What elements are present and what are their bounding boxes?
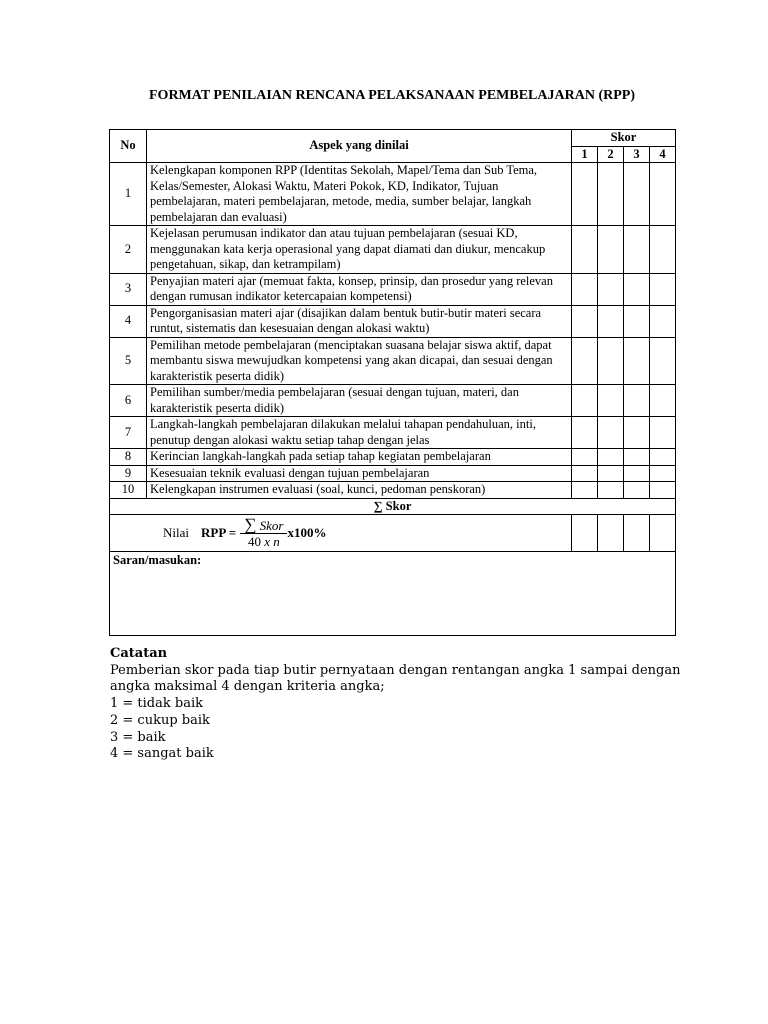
table-row bbox=[110, 385, 676, 417]
score-cell[interactable] bbox=[624, 337, 650, 385]
table-row bbox=[110, 337, 676, 385]
formula-denominator bbox=[244, 534, 284, 550]
saran-field[interactable] bbox=[110, 552, 676, 636]
saran-row bbox=[110, 552, 676, 636]
notes-heading: Catatan bbox=[110, 646, 168, 661]
sum-label: ∑ Skor bbox=[110, 498, 676, 515]
score-cell[interactable] bbox=[624, 449, 650, 466]
row-aspek: Kejelasan perumusan indikator dan atau tujuan pembelajaran (sesuai KD, menggunakan kata kerja operasional yang dapat diamati dan diukur, mencakup pengetahuan, sikap, dan ketrampilam) bbox=[147, 226, 572, 274]
score-cell[interactable] bbox=[650, 482, 676, 499]
header-no: No bbox=[110, 130, 147, 163]
header-aspek: Aspek yang dinilai bbox=[147, 130, 572, 163]
numerator-text: Skor bbox=[259, 517, 284, 533]
score-cell[interactable] bbox=[572, 163, 598, 226]
score-cell[interactable] bbox=[650, 163, 676, 226]
row-aspek: Kerincian langkah-langkah pada setiap tahap kegiatan pembelajaran bbox=[147, 449, 572, 466]
score-cell[interactable] bbox=[624, 163, 650, 226]
row-number: 10 bbox=[110, 482, 147, 499]
formula-fraction bbox=[240, 514, 287, 550]
score-cell[interactable] bbox=[598, 337, 624, 385]
formula-cell bbox=[110, 515, 572, 552]
row-number: 1 bbox=[110, 163, 147, 226]
score-cell[interactable] bbox=[598, 273, 624, 305]
score-cell[interactable] bbox=[650, 449, 676, 466]
row-number: 3 bbox=[110, 273, 147, 305]
score-cell[interactable] bbox=[624, 515, 650, 552]
row-aspek: Kelengkapan instrumen evaluasi (soal, kunci, pedoman penskoran) bbox=[147, 482, 572, 499]
formula-suffix: x100% bbox=[287, 525, 327, 541]
row-aspek: Kesesuaian teknik evaluasi dengan tujuan pembelajaran bbox=[147, 465, 572, 482]
table-row bbox=[110, 449, 676, 466]
score-cell[interactable] bbox=[650, 385, 676, 417]
criteria-item: 4 = sangat baik bbox=[110, 746, 214, 762]
criteria-item: 3 = baik bbox=[110, 729, 166, 745]
saran-label: Saran/masukan: bbox=[113, 553, 202, 567]
row-aspek: Pengorganisasian materi ajar (disajikan dalam bentuk butir-butir materi secara runtut, sistematis dan kesesuaian dengan alokasi waktu) bbox=[147, 305, 572, 337]
assessment-table bbox=[109, 129, 676, 636]
score-col-1: 1 bbox=[572, 146, 598, 163]
score-cell[interactable] bbox=[650, 465, 676, 482]
score-cell[interactable] bbox=[624, 305, 650, 337]
row-number: 9 bbox=[110, 465, 147, 482]
row-aspek: Pemilihan metode pembelajaran (menciptakan suasana belajar siswa aktif, dapat membantu siswa mewujudkan kompetensi yang akan dicapai, dan sesuai dengan karakteristik peserta didik) bbox=[147, 337, 572, 385]
score-cell[interactable] bbox=[598, 385, 624, 417]
row-number: 4 bbox=[110, 305, 147, 337]
score-cell[interactable] bbox=[598, 515, 624, 552]
score-cell[interactable] bbox=[624, 465, 650, 482]
table-row bbox=[110, 163, 676, 226]
row-aspek: Pemilihan sumber/media pembelajaran (sesuai dengan tujuan, materi, dan karakteristik peserta didik) bbox=[147, 385, 572, 417]
score-cell[interactable] bbox=[598, 417, 624, 449]
score-cell[interactable] bbox=[572, 417, 598, 449]
score-cell[interactable] bbox=[572, 305, 598, 337]
score-cell[interactable] bbox=[650, 305, 676, 337]
row-number: 8 bbox=[110, 449, 147, 466]
row-aspek: Kelengkapan komponen RPP (Identitas Sekolah, Mapel/Tema dan Sub Tema, Kelas/Semester, Alokasi Waktu, Materi Pokok, KD, Indikator, Tujuan pembelajaran, materi pembelajaran, metode, media, sumber belajar, langkah pembelajaran dan evaluasi) bbox=[147, 163, 572, 226]
formula-row bbox=[110, 515, 676, 552]
sigma-symbol: ∑ bbox=[244, 514, 257, 534]
score-col-2: 2 bbox=[598, 146, 624, 163]
score-cell[interactable] bbox=[624, 273, 650, 305]
score-cell[interactable] bbox=[650, 337, 676, 385]
criteria-item: 1 = tidak baik bbox=[110, 696, 203, 712]
score-cell[interactable] bbox=[572, 337, 598, 385]
formula-label: RPP = bbox=[201, 525, 237, 541]
score-cell[interactable] bbox=[650, 417, 676, 449]
score-cell[interactable] bbox=[598, 449, 624, 466]
score-cell[interactable] bbox=[598, 465, 624, 482]
notes-section bbox=[110, 646, 684, 763]
row-number: 7 bbox=[110, 417, 147, 449]
row-aspek: Langkah-langkah pembelajaran dilakukan melalui tahapan pendahuluan, inti, penutup dengan alokasi waktu setiap tahap dengan jelas bbox=[147, 417, 572, 449]
score-cell[interactable] bbox=[624, 385, 650, 417]
table-row bbox=[110, 482, 676, 499]
row-aspek: Penyajian materi ajar (memuat fakta, konsep, prinsip, dan prosedur yang relevan dengan rumusan indikator ketercapaian kompetensi) bbox=[147, 273, 572, 305]
row-number: 2 bbox=[110, 226, 147, 274]
header-skor: Skor bbox=[572, 130, 676, 147]
formula-prefix: Nilai bbox=[163, 525, 189, 541]
nilai-formula bbox=[113, 514, 568, 550]
score-cell[interactable] bbox=[572, 515, 598, 552]
score-cell[interactable] bbox=[650, 226, 676, 274]
score-cell[interactable] bbox=[650, 273, 676, 305]
criteria-item: 2 = cukup baik bbox=[110, 712, 210, 728]
row-number: 6 bbox=[110, 385, 147, 417]
notes-intro: Pemberian skor pada tiap butir pernyataan dengan rentangan angka 1 sampai dengan angka maksimal 4 dengan kriteria angka; bbox=[110, 662, 681, 695]
denominator-variable: x n bbox=[264, 533, 280, 549]
score-cell[interactable] bbox=[598, 226, 624, 274]
score-cell[interactable] bbox=[598, 482, 624, 499]
score-cell[interactable] bbox=[598, 305, 624, 337]
table-row bbox=[110, 305, 676, 337]
score-cell[interactable] bbox=[572, 273, 598, 305]
score-cell[interactable] bbox=[650, 515, 676, 552]
score-cell[interactable] bbox=[572, 465, 598, 482]
score-col-3: 3 bbox=[624, 146, 650, 163]
score-cell[interactable] bbox=[624, 417, 650, 449]
formula-numerator bbox=[240, 514, 287, 534]
score-cell[interactable] bbox=[572, 482, 598, 499]
table-row bbox=[110, 226, 676, 274]
score-cell[interactable] bbox=[572, 449, 598, 466]
score-cell[interactable] bbox=[598, 163, 624, 226]
table-row bbox=[110, 273, 676, 305]
row-number: 5 bbox=[110, 337, 147, 385]
score-col-4: 4 bbox=[650, 146, 676, 163]
score-cell[interactable] bbox=[624, 482, 650, 499]
score-cell[interactable] bbox=[624, 226, 650, 274]
table-row bbox=[110, 417, 676, 449]
score-cell[interactable] bbox=[572, 226, 598, 274]
score-cell[interactable] bbox=[572, 385, 598, 417]
denominator-constant: 40 bbox=[247, 533, 261, 549]
sum-row bbox=[110, 498, 676, 515]
table-row bbox=[110, 465, 676, 482]
page-title: FORMAT PENILAIAN RENCANA PELAKSANAAN PEMBELAJARAN (RPP) bbox=[149, 88, 635, 103]
